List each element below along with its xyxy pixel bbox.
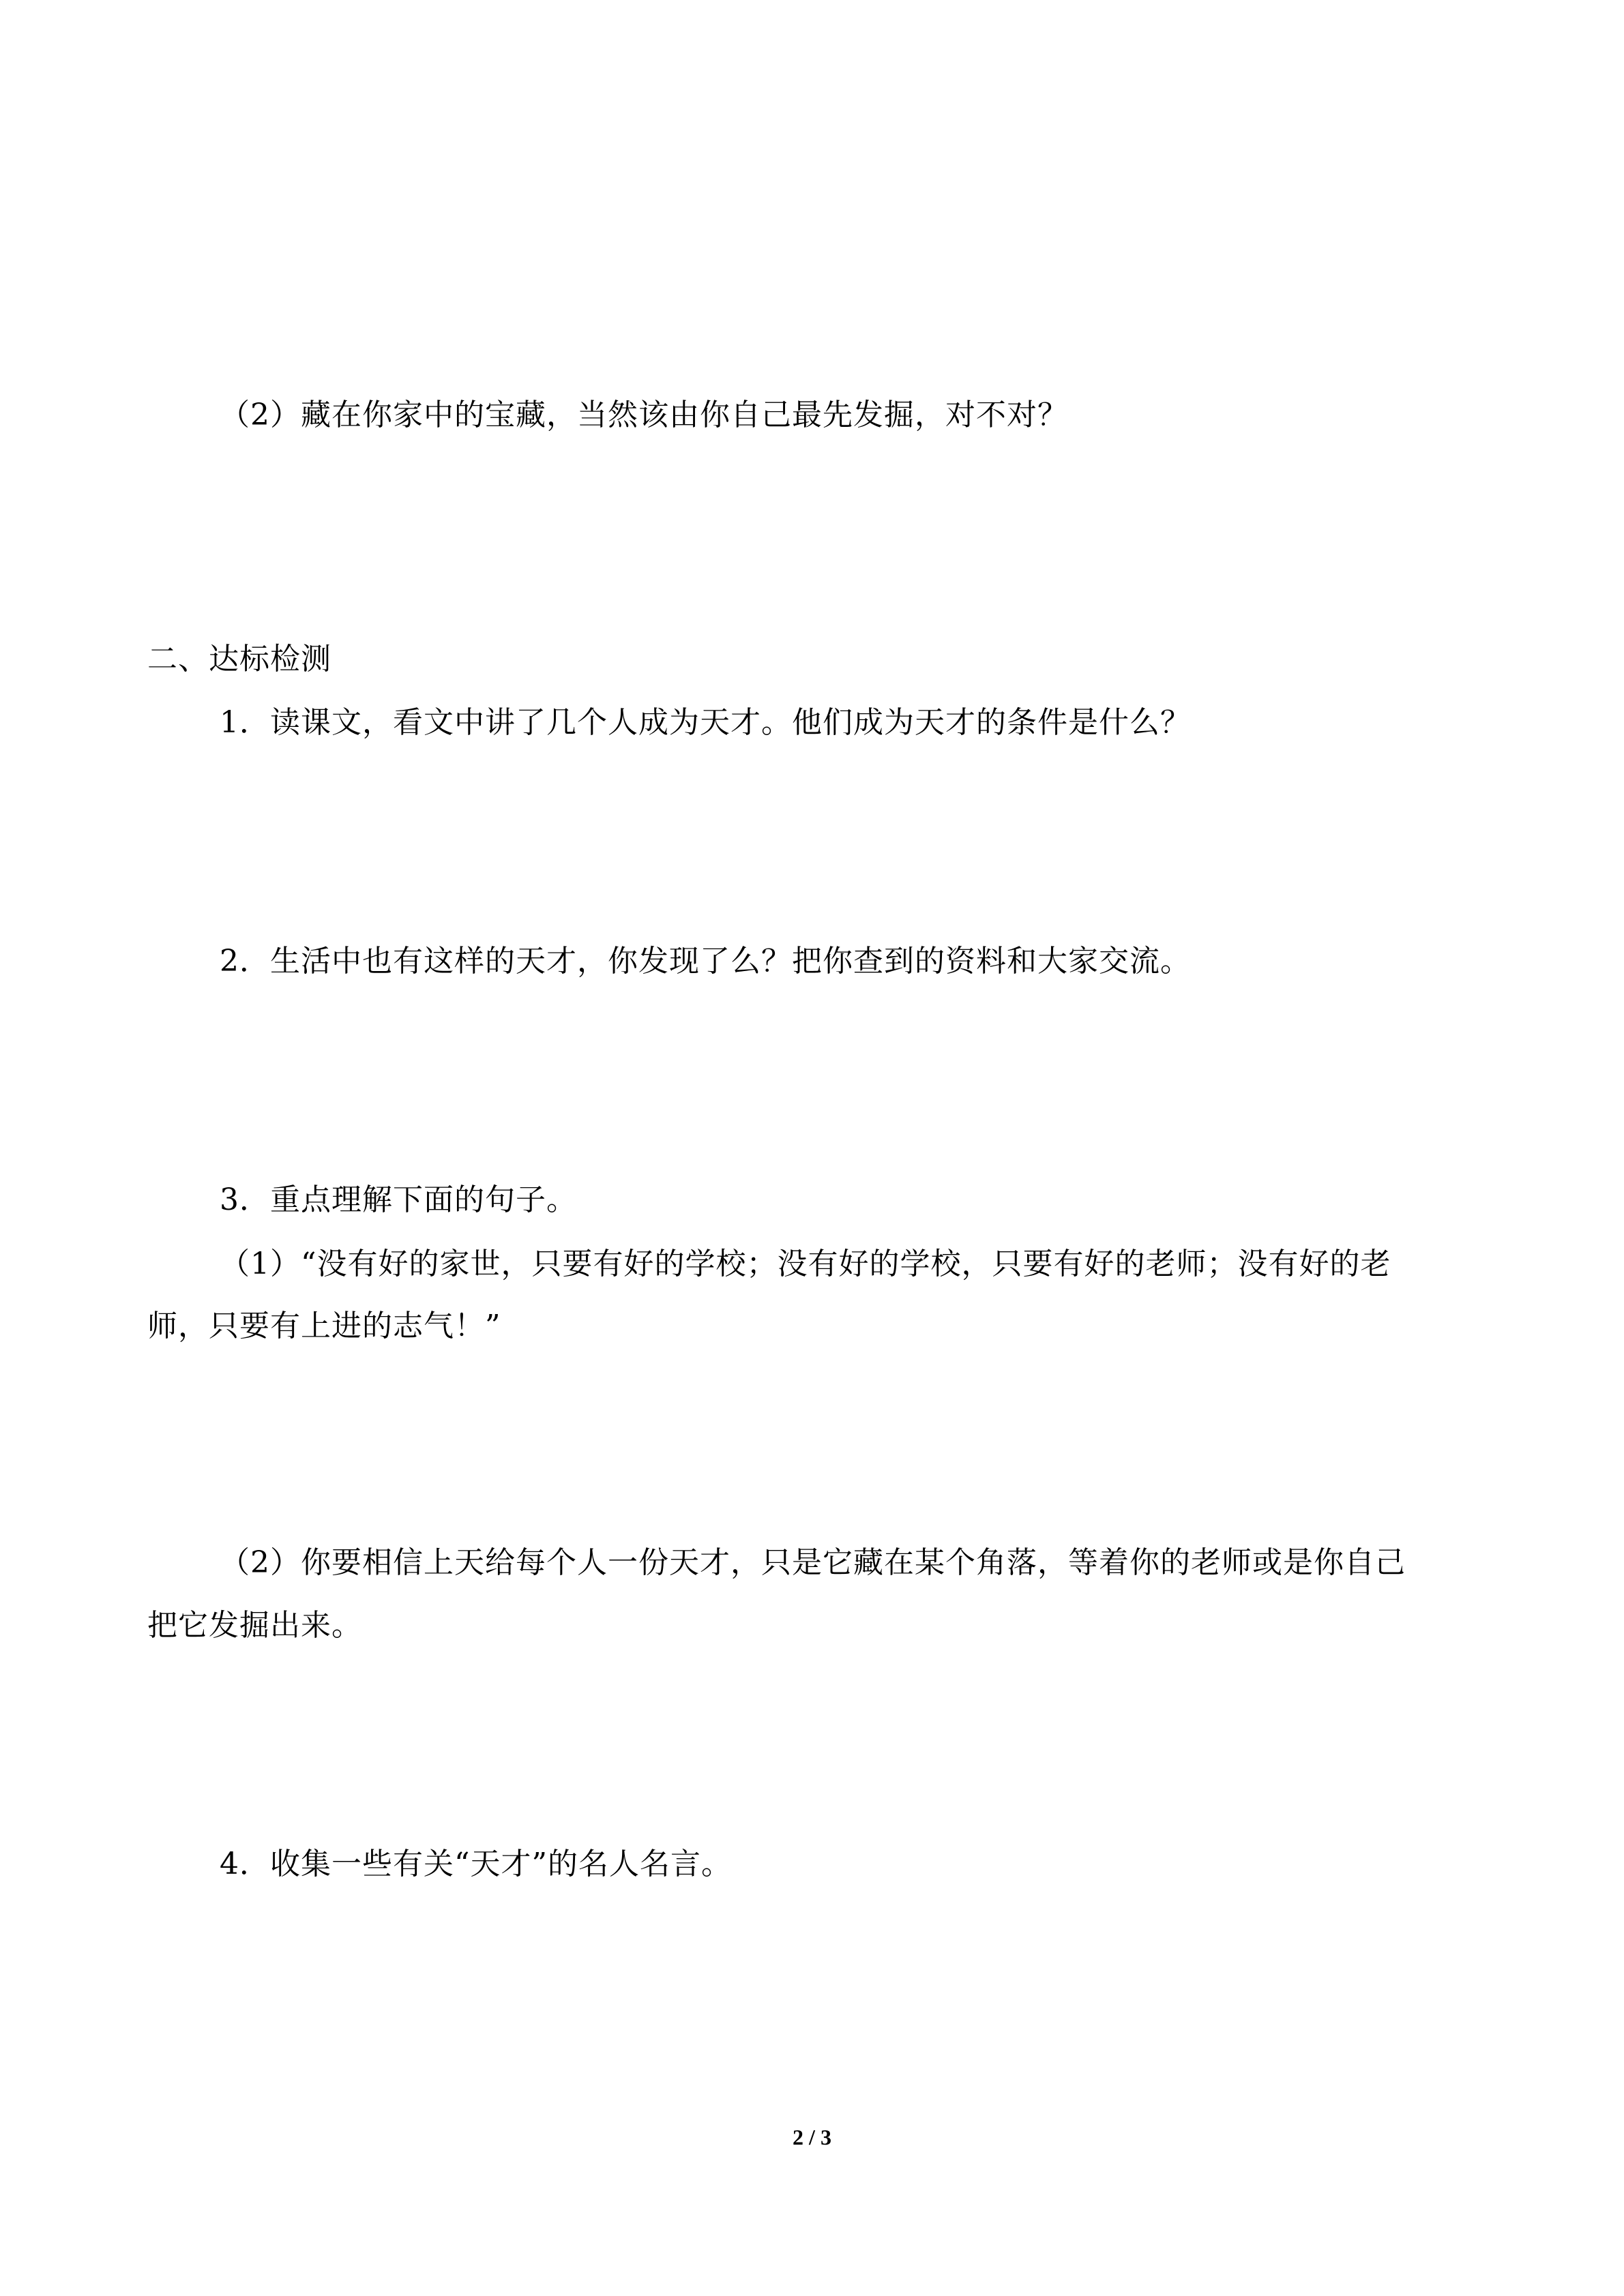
- section-heading: 二、达标检测: [147, 642, 331, 676]
- question-3-sub1-line2: 师，只要有上进的志气！”: [147, 1309, 501, 1343]
- question-1: 1．读课文，看文中讲了几个人成为天才。他们成为天才的条件是什么？: [220, 705, 1191, 740]
- question-4: 4．收集一些有关“天才”的名人名言。: [220, 1847, 732, 1881]
- question-3-title: 3．重点理解下面的句子。: [220, 1182, 577, 1217]
- question-2: 2．生活中也有这样的天才，你发现了么？把你查到的资料和大家交流。: [220, 944, 1191, 979]
- page-number: 2 / 3: [793, 2125, 831, 2149]
- question-3-sub2-line1: （2）你要相信上天给每个人一份天才，只是它藏在某个角落，等着你的老师或是你自己: [220, 1545, 1406, 1580]
- question-part1-2: （2）藏在你家中的宝藏，当然该由你自己最先发掘，对不对？: [220, 398, 1068, 432]
- question-3-sub2-line2: 把它发掘出来。: [147, 1608, 362, 1643]
- question-3-sub1-line1: （1）“没有好的家世，只要有好的学校；没有好的学校，只要有好的老师；没有好的老: [220, 1247, 1391, 1281]
